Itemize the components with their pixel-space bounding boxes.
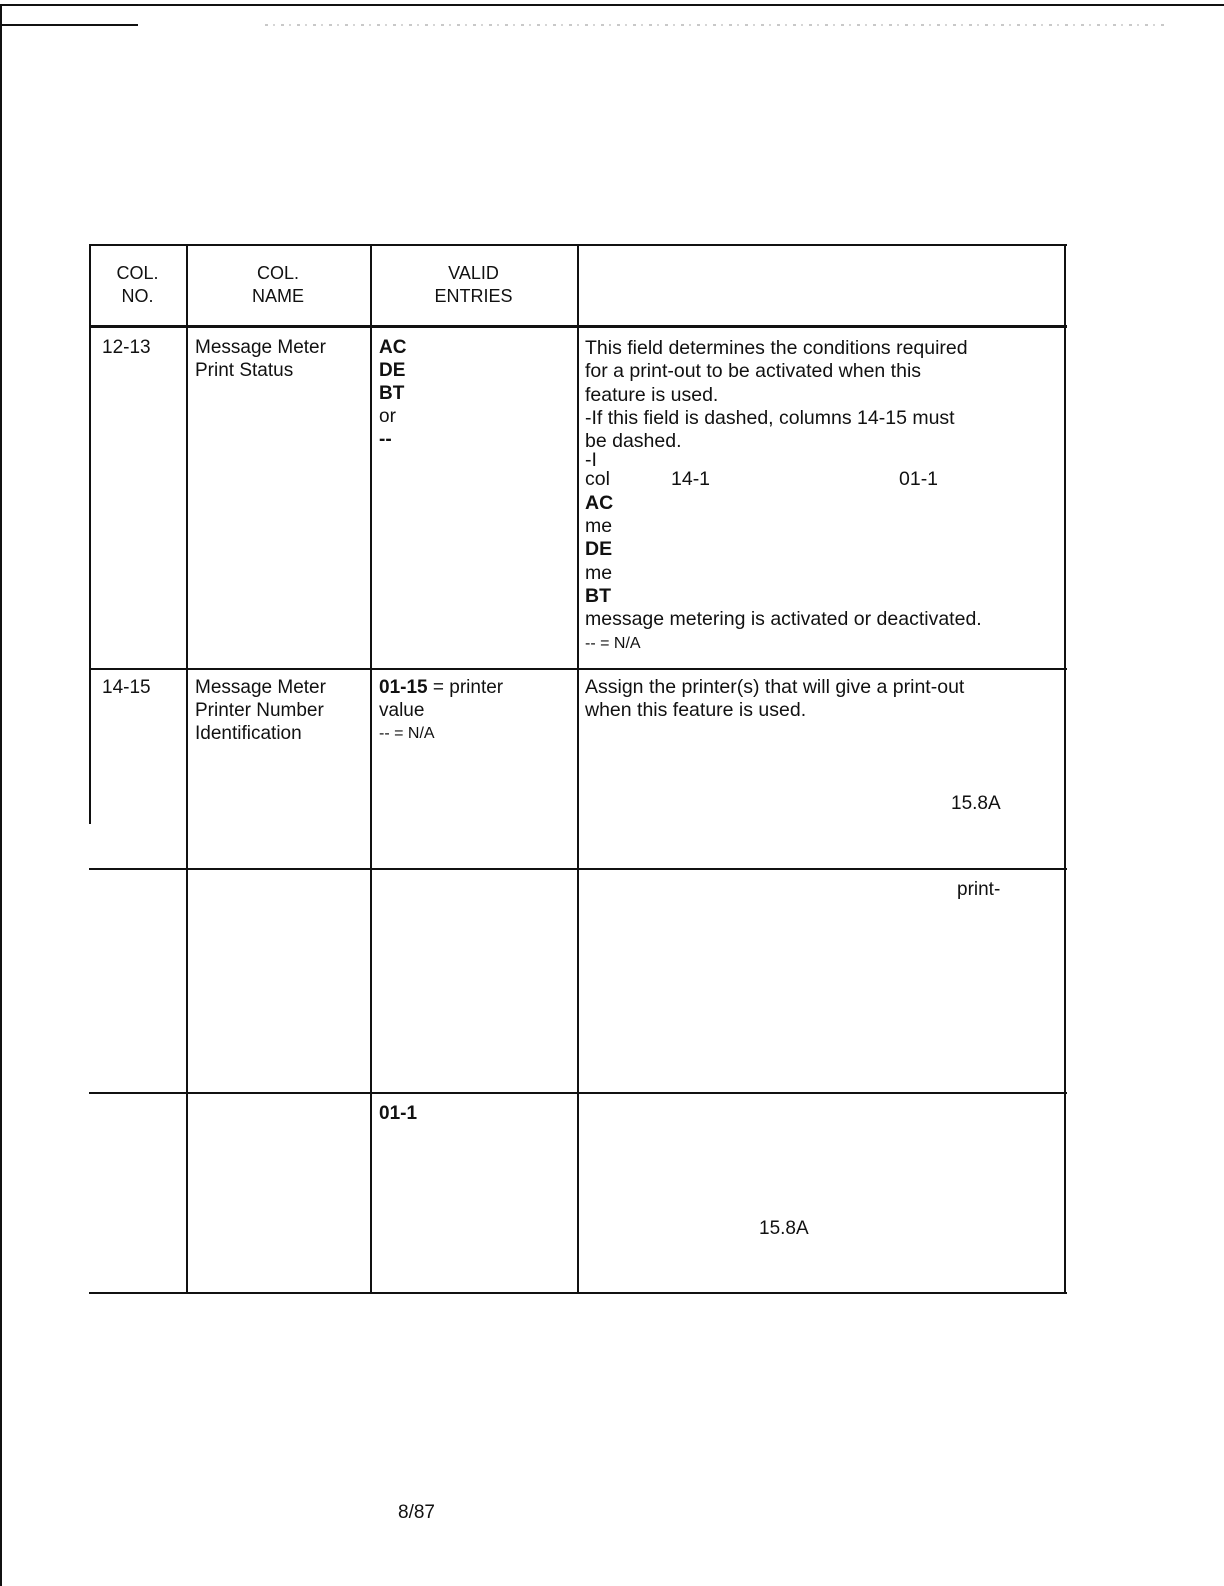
header-col-name: COL. NAME	[251, 263, 304, 306]
column-divider	[370, 244, 372, 1294]
column-definition-table	[89, 244, 1067, 1294]
description-fragment: 15.8A	[759, 1218, 809, 1239]
header-valid-entries: VALID ENTRIES	[434, 263, 513, 306]
row-col-name: Message Meter Printer Number Identification	[195, 677, 326, 744]
page-footer-date: 8/87	[398, 1502, 435, 1523]
row-valid-entries: AC DE BT or --	[379, 337, 407, 450]
page-frame-tab	[2, 24, 138, 26]
page-frame-top	[0, 4, 1224, 6]
scan-noise-strip	[265, 24, 1165, 26]
row-col-no: 14-15	[102, 677, 151, 698]
header-col-no: COL. NO.	[116, 263, 159, 306]
page-frame-left	[0, 4, 2, 1586]
row-valid-entries: 01-15 = printer value -- = N/A	[379, 677, 504, 742]
row-description: Assign the printer(s) that will give a print-out when this feature is used.	[585, 676, 965, 721]
table-right-border	[1064, 244, 1066, 1294]
description-fragment: print-	[957, 879, 1001, 900]
column-divider	[577, 244, 579, 1294]
row-col-name: Message Meter Print Status	[195, 337, 326, 381]
valid-entries-fragment: 01-1	[379, 1103, 418, 1124]
description-fragment: 15.8A	[951, 793, 1001, 814]
row-col-no: 12-13	[102, 337, 151, 358]
row-description: This field determines the conditions required for a print-out to be activated when this feature is used. -If this field is dashed, columns 14-15 must be dashed. -I col 14-1 01-1 AC me DE me BT message metering is activated or deactivated. -- = N/A	[585, 337, 982, 652]
table-left-border	[89, 244, 91, 824]
column-divider	[186, 244, 188, 1294]
